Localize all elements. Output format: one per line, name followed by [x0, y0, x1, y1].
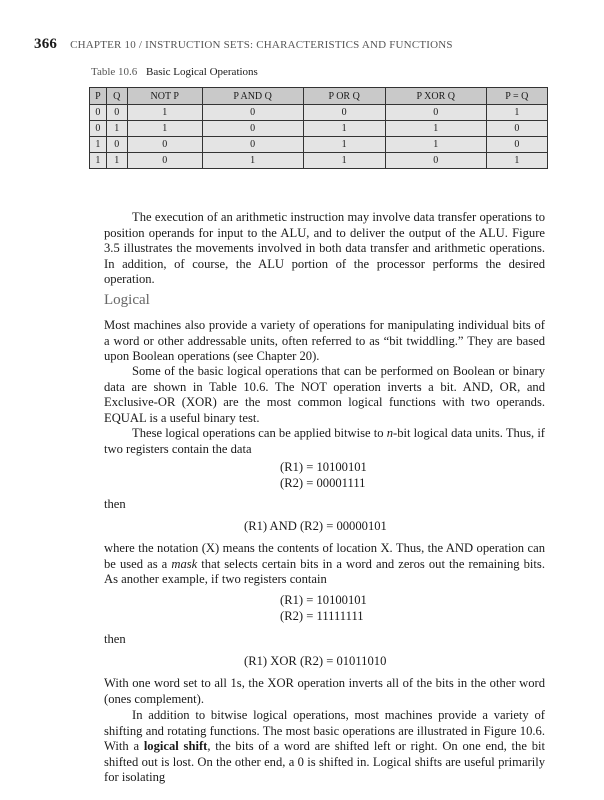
column-header: P OR Q [303, 88, 385, 105]
table-row [90, 105, 548, 121]
table-number: Table 10.6 [91, 66, 138, 78]
equation-r1-first: (R1) = 10100101 [280, 460, 367, 474]
emphasis-mask: mask [171, 556, 198, 571]
table-cell: 0 [486, 121, 547, 137]
column-header: Q [106, 88, 127, 105]
paragraph-mask [104, 541, 545, 588]
paragraph-basic-logical-operations: Some of the basic logical operations that can be performed on Boolean or binary data are shown in Table 10.6. The NOT operation inverts a bit. AND, OR, and Exclusive-OR (XOR) are the most common logical functions with two operands. EQUAL is a useful binary test. [104, 364, 545, 425]
table-cell: 1 [127, 105, 202, 121]
table-cell: 0 [90, 121, 107, 137]
table-cell: 0 [127, 137, 202, 153]
column-header: P AND Q [202, 88, 303, 105]
paragraph-bit-twiddling: Most machines also provide a variety of operations for manipulating individual bits of a word or other addressable units, often referred to as “bit twiddling.” They are based upon Boolean operations (see Chapter 20). [104, 318, 545, 364]
table-title: Basic Logical Operations [146, 66, 258, 78]
table-row [90, 121, 548, 137]
table-cell: 0 [202, 121, 303, 137]
page-header [34, 36, 453, 53]
table-cell: 1 [303, 121, 385, 137]
table-cell: 1 [303, 153, 385, 169]
column-header: NOT P [127, 88, 202, 105]
table-cell: 1 [106, 153, 127, 169]
equation-r1-second: (R1) = 10100101 [280, 593, 367, 607]
table-cell: 0 [106, 105, 127, 121]
paragraph-ones-complement: With one word set to all 1s, the XOR operation inverts all of the bits in the other word (ones complement). [104, 676, 545, 706]
table-cell: 0 [303, 105, 385, 121]
table-cell: 0 [90, 105, 107, 121]
paragraph-text: In addition to bitwise logical operations, most machines provide a variety of shifting and rotating functions. The most basic operations are illustrated in Figure 10.6. With a [104, 708, 545, 754]
table-cell: 1 [90, 153, 107, 169]
paragraph-shift [104, 708, 545, 786]
table-caption [91, 66, 258, 78]
page-number: 366 [34, 36, 58, 52]
emphasis-n: n [386, 426, 394, 440]
table-cell: 1 [385, 137, 486, 153]
table-cell: 0 [127, 153, 202, 169]
table-row [90, 153, 548, 169]
column-header: P [90, 88, 107, 105]
table-cell: 1 [303, 137, 385, 153]
table-cell: 0 [385, 105, 486, 121]
table-cell: 0 [385, 153, 486, 169]
paragraph-text: , the bits of a word are shifted left or right. On one end, the bit shifted out is lost. On the other end, a 0 is shifted in. Logical shifts are useful primarily for isolating [104, 739, 545, 785]
table-cell: 1 [90, 137, 107, 153]
table-cell: 1 [385, 121, 486, 137]
column-header: P = Q [486, 88, 547, 105]
paragraph-text: These logical operations can be applied bitwise to [132, 426, 387, 440]
column-header: P XOR Q [385, 88, 486, 105]
equation-r2-second: (R2) = 11111111 [280, 609, 364, 623]
equation-r2-first: (R2) = 00001111 [280, 476, 366, 490]
table-cell: 1 [106, 121, 127, 137]
paragraph-text: -bit logical data units. Thus, if two registers contain the data [104, 426, 546, 456]
table-row [90, 137, 548, 153]
table-cell: 0 [202, 137, 303, 153]
table-cell: 0 [486, 137, 547, 153]
paragraph-text: that selects certain bits in a word and zeros out the remaining bits. As another example, if two registers contain [104, 556, 545, 587]
paragraph-alu: The execution of an arithmetic instruction may involve data transfer operations to position operands for input to the ALU, and to deliver the output of the ALU. Figure 3.5 illustrates the movements involved in both data transfer and arithmetic operations. In addition, of course, the ALU portion of the processor performs the desired operation. [104, 210, 545, 287]
paragraph-bitwise [104, 426, 545, 457]
table-cell: 1 [486, 153, 547, 169]
table-cell: 1 [127, 121, 202, 137]
table-cell: 0 [106, 137, 127, 153]
paragraph-text: where the notation (X) means the contents of location X. Thus, the AND operation can be used as a [104, 541, 545, 571]
table-cell: 1 [202, 153, 303, 169]
term-logical-shift: logical shift [143, 739, 208, 754]
equation-and: (R1) AND (R2) = 00000101 [244, 519, 387, 533]
table-cell: 0 [202, 105, 303, 121]
logical-operations-table [89, 87, 548, 169]
running-title: CHAPTER 10 / INSTRUCTION SETS: CHARACTERISTICS AND FUNCTIONS [70, 39, 453, 51]
table-cell: 1 [486, 105, 547, 121]
section-heading-logical: Logical [104, 292, 150, 308]
table-header-row [90, 88, 548, 105]
then-label: then [104, 632, 126, 646]
equation-xor: (R1) XOR (R2) = 01011010 [244, 654, 387, 668]
then-label: then [104, 497, 126, 511]
